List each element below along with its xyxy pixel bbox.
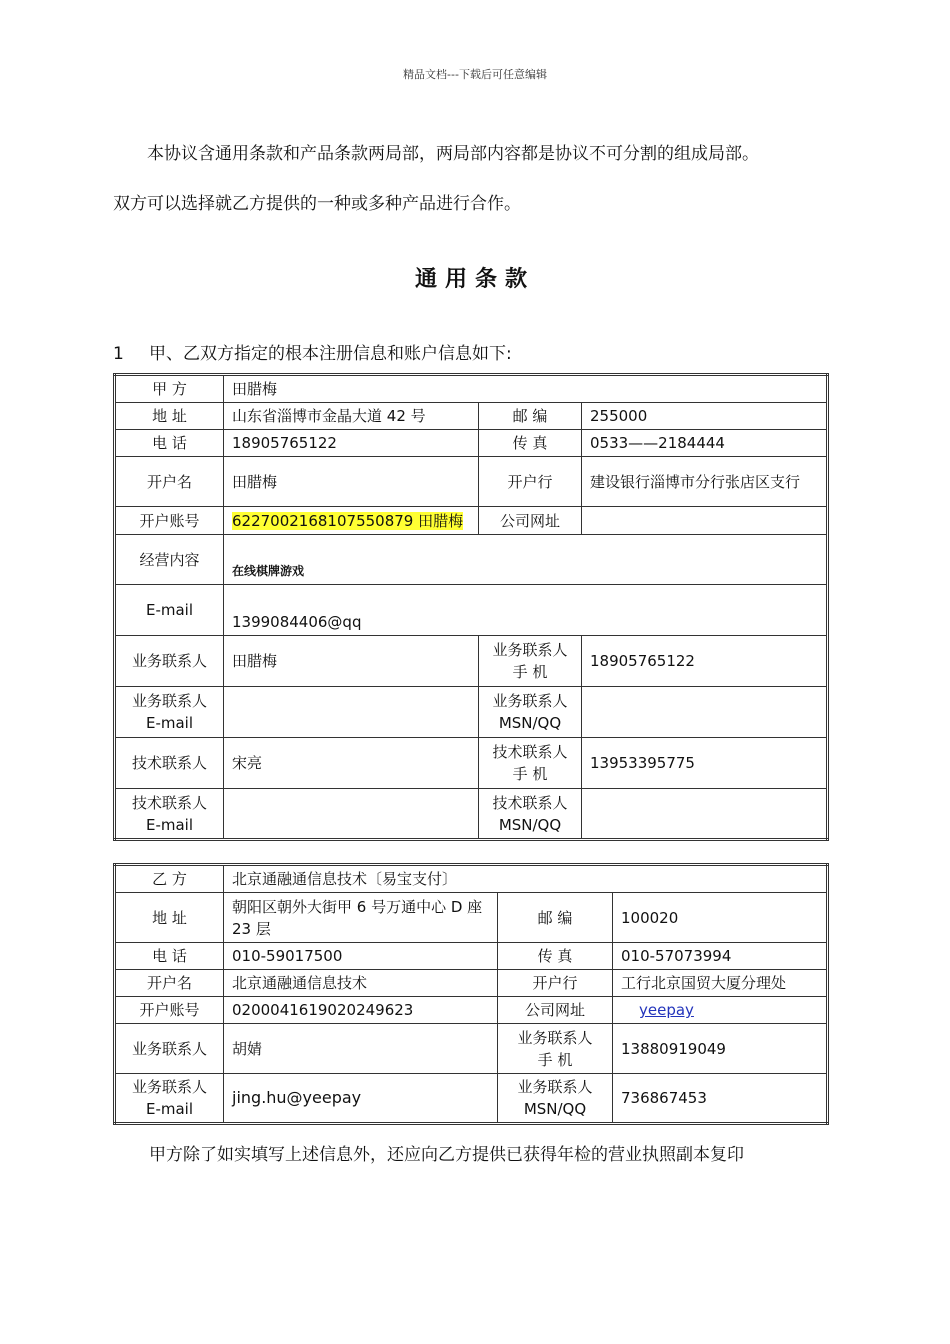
address-label: 地 址 <box>115 893 224 943</box>
table-row <box>115 430 828 457</box>
intro-line-1: 本协议含通用条款和产品条款两局部，两局部内容都是协议不可分割的组成局部。 <box>147 144 759 164</box>
tech-msn-label: 技术联系人 MSN/QQ <box>479 789 582 840</box>
account-name-label: 开户名 <box>115 457 224 507</box>
section-number: 1 <box>113 344 124 364</box>
table-row <box>115 1024 828 1074</box>
table-row <box>115 789 828 840</box>
biz-contact-value: 胡婧 <box>224 1024 498 1074</box>
biz-contact-label: 业务联系人 <box>115 1024 224 1074</box>
table-row <box>115 943 828 970</box>
zip-value: 100020 <box>613 893 828 943</box>
account-no-value: 0200041619020249623 <box>224 997 498 1024</box>
tech-email-label: 技术联系人 E-mail <box>115 789 224 840</box>
phone-label: 电 话 <box>115 943 224 970</box>
zip-label: 邮 编 <box>479 403 582 430</box>
tech-contact-value: 宋亮 <box>224 738 479 789</box>
account-no-value: 6227002168107550879 田腊梅 <box>232 511 464 530</box>
account-name-value: 田腊梅 <box>224 457 479 507</box>
biz-mobile-value: 18905765122 <box>582 636 828 687</box>
zip-label: 邮 编 <box>498 893 613 943</box>
account-no-label: 开户账号 <box>115 997 224 1024</box>
tech-contact-label: 技术联系人 <box>115 738 224 789</box>
account-name-value: 北京通融通信息技术 <box>224 970 498 997</box>
address-value: 朝阳区朝外大街甲 6 号万通中心 D 座 23 层 <box>224 893 498 943</box>
party-label: 乙 方 <box>115 865 224 893</box>
fax-label: 传 真 <box>479 430 582 457</box>
biz-email-value: jing.hu@yeepay <box>224 1074 498 1124</box>
phone-value: 010-59017500 <box>224 943 498 970</box>
table-row <box>115 535 828 585</box>
table-row <box>115 636 828 687</box>
business-cell <box>224 535 828 585</box>
party-name: 田腊梅 <box>224 375 828 403</box>
bank-value: 工行北京国贸大厦分理处 <box>613 970 828 997</box>
table-row <box>115 1074 828 1124</box>
email-value: 1399084406@qq <box>224 585 828 636</box>
table-row <box>115 997 828 1024</box>
table-row <box>115 585 828 636</box>
tech-msn-value <box>582 789 828 840</box>
table-row <box>115 403 828 430</box>
table-row <box>115 738 828 789</box>
website-cell <box>613 997 828 1024</box>
biz-msn-label: 业务联系人 MSN/QQ <box>479 687 582 738</box>
website-label: 公司网址 <box>498 997 613 1024</box>
fax-value: 010-57073994 <box>613 943 828 970</box>
business-label: 经营内容 <box>115 535 224 585</box>
address-value: 山东省淄博市金晶大道 42 号 <box>224 403 479 430</box>
biz-mobile-label: 业务联系人 手 机 <box>479 636 582 687</box>
party-name: 北京通融通信息技术〔易宝支付〕 <box>224 865 828 893</box>
fax-value: 0533——2184444 <box>582 430 828 457</box>
biz-msn-value: 736867453 <box>613 1074 828 1124</box>
biz-mobile-value: 13880919049 <box>613 1024 828 1074</box>
table-row <box>115 375 828 403</box>
outro-paragraph: 甲方除了如实填写上述信息外，还应向乙方提供已获得年检的营业执照副本复印 <box>149 1145 744 1165</box>
phone-label: 电 话 <box>115 430 224 457</box>
account-no-cell <box>224 507 479 535</box>
website-value <box>582 507 828 535</box>
fax-label: 传 真 <box>498 943 613 970</box>
intro-line-2: 双方可以选择就乙方提供的一种或多种产品进行合作。 <box>113 194 521 214</box>
biz-msn-label: 业务联系人 MSN/QQ <box>498 1074 613 1124</box>
biz-contact-label: 业务联系人 <box>115 636 224 687</box>
tech-email-value <box>224 789 479 840</box>
account-no-label: 开户账号 <box>115 507 224 535</box>
party-a-table <box>113 373 829 841</box>
section-1-heading <box>113 339 512 364</box>
bank-label: 开户行 <box>498 970 613 997</box>
bank-label: 开户行 <box>479 457 582 507</box>
party-label: 甲 方 <box>115 375 224 403</box>
party-b-table <box>113 863 829 1125</box>
table-row <box>115 865 828 893</box>
table-row <box>115 457 828 507</box>
table-row <box>115 687 828 738</box>
website-link[interactable]: yeepay <box>639 1001 694 1019</box>
tech-mobile-label: 技术联系人 手 机 <box>479 738 582 789</box>
biz-email-label: 业务联系人 E-mail <box>115 687 224 738</box>
bank-value: 建设银行淄博市分行张店区支行 <box>582 457 828 507</box>
website-label: 公司网址 <box>479 507 582 535</box>
account-name-label: 开户名 <box>115 970 224 997</box>
email-label: E-mail <box>115 585 224 636</box>
section-text: 甲、乙双方指定的根本注册信息和账户信息如下: <box>149 344 512 364</box>
zip-value: 255000 <box>582 403 828 430</box>
table-row <box>115 893 828 943</box>
biz-mobile-label: 业务联系人 手 机 <box>498 1024 613 1074</box>
tech-mobile-value: 13953395775 <box>582 738 828 789</box>
table-row <box>115 507 828 535</box>
biz-contact-value: 田腊梅 <box>224 636 479 687</box>
section-title: 通用条款 <box>414 267 535 292</box>
biz-email-label: 业务联系人 E-mail <box>115 1074 224 1124</box>
biz-msn-value <box>582 687 828 738</box>
address-label: 地 址 <box>115 403 224 430</box>
biz-email-value <box>224 687 479 738</box>
business-value: 在线棋牌游戏 <box>232 564 305 578</box>
phone-value: 18905765122 <box>224 430 479 457</box>
table-row <box>115 970 828 997</box>
page-header: 精品文档---下载后可任意编辑 <box>403 68 547 81</box>
